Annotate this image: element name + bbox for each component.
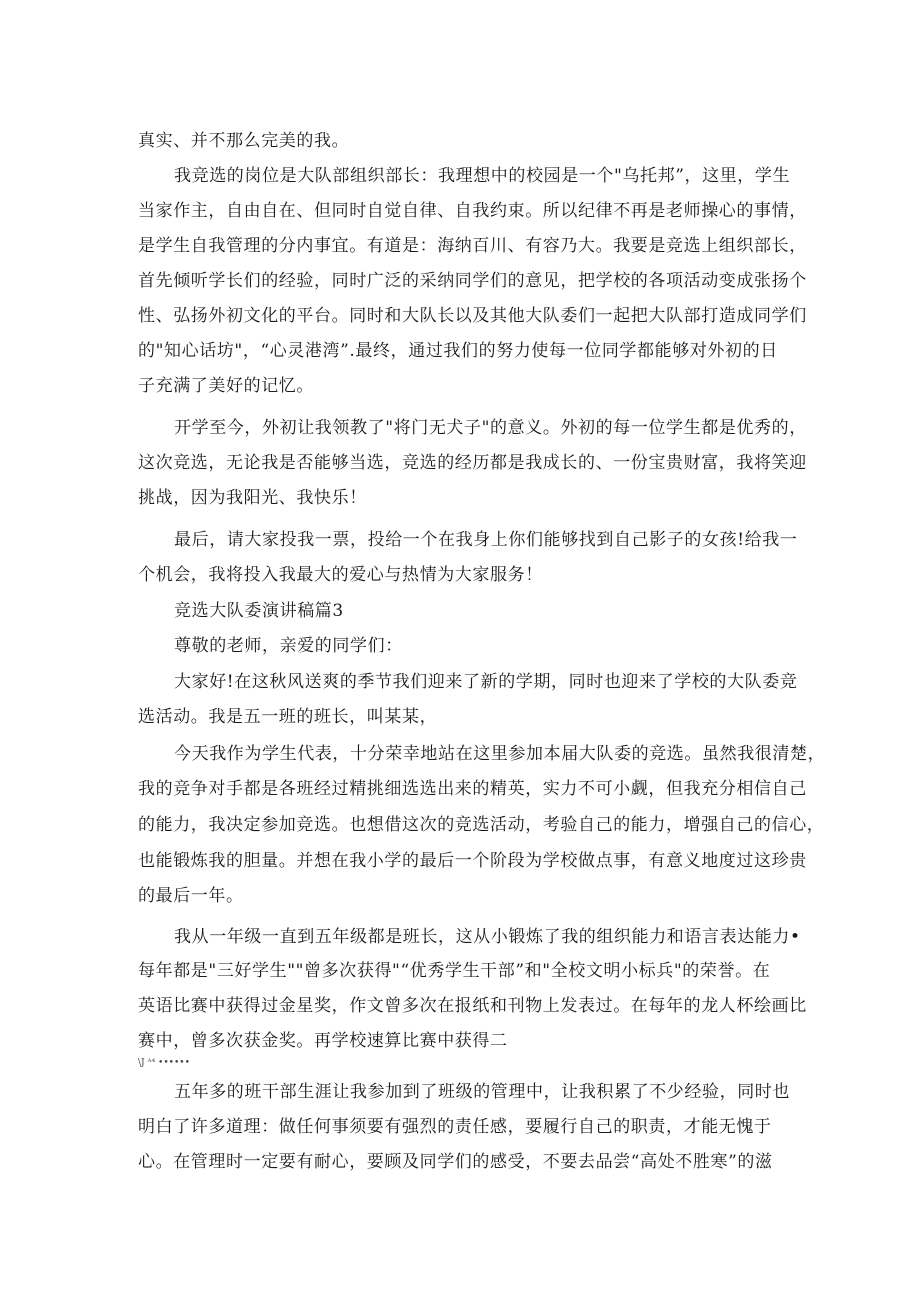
text-line: 心。在管理时一定要有耐心，要顾及同学们的感受，不要去品尝“高处不胜寒”的滋: [138, 1152, 773, 1172]
text-line: 我的竞争对手都是各班经过精挑细选选出来的精英，实力不可小觑，但我充分相信自己: [138, 779, 807, 799]
text-line: 也能锻炼我的胆量。并想在我小学的最后一个阶段为学校做点事，有意义地度过这珍贵: [138, 851, 807, 871]
text-line: 性、弘扬外初文化的平台。同时和大队长以及其他大队委们一起把大队部打造成同学们: [138, 306, 807, 326]
text-line: 我竞选的岗位是大队部组织部长：我理想中的校园是一个"乌托邦”，这里，学生: [174, 166, 791, 186]
text-line: 大家好!在这秋风送爽的季节我们迎来了新的学期，同时也迎来了学校的大队委竞: [174, 672, 798, 692]
text-line: 的能力，我决定参加竞选。也想借这次的竞选活动，考验自己的能力，增强自己的信心，: [138, 815, 825, 835]
text-line: 我从一年级一直到五年级都是班长，这从小锻炼了我的组织能力和语言表达能力•: [174, 927, 801, 947]
text-line: 五年多的班干部生涯让我参加到了班级的管理中，让我积累了不少经验，同时也: [174, 1082, 790, 1102]
text-line: 明白了许多道理：做任何事须要有强烈的责任感，要履行自己的职责，才能无愧于: [138, 1117, 772, 1137]
text-line: 挑战，因为我阳光、我快乐！: [138, 488, 367, 508]
text-line: 真实、并不那么完美的我。: [138, 131, 350, 151]
text-line: 当家作主，自由自在、但同时自觉自律、自我约束。所以纪律不再是老师操心的事情，: [138, 201, 807, 221]
text-line: 今天我作为学生代表，十分荣幸地站在这里参加本届大队委的竞选。虽然我很清楚，: [174, 744, 826, 764]
text-line: 个机会，我将投入我最大的爱心与热情为大家服务！: [138, 565, 543, 585]
section-heading: 竞选大队委演讲稿篇3: [174, 601, 344, 621]
text-line: 首先倾听学长们的经验，同时广泛的采纳同学们的意见，把学校的各项活动变成张扬个: [138, 271, 807, 291]
text-line: 每年都是"三好学生""曾多次获得"“优秀学生干部”和"全校文明小标兵"的荣誉。在: [138, 961, 771, 981]
text-line: 英语比赛中获得过金星奖，作文曾多次在报纸和刊物上发表过。在每年的龙人杯绘画比: [138, 996, 807, 1016]
text-line: 的最后一年。: [138, 886, 244, 906]
text-line: 是学生自我管理的分内事宜。有道是：海纳百川、有容乃大。我要是竞选上组织部长，: [138, 236, 807, 256]
text-line: 这次竞选，无论我是否能够当选，竞选的经历都是我成长的、一份宝贵财富，我将笑迎: [138, 453, 807, 473]
text-line: 开学至今，外初让我领教了"将门无犬子"的意义。外初的每一位学生都是优秀的，: [174, 418, 807, 438]
text-line: 赛中，曾多次获金奖。再学校速算比赛中获得二: [138, 1031, 508, 1051]
text-line: 的"知心话坊"，“心灵港湾”.最终，通过我们的努力使每一位同学都能够对外初的日: [138, 341, 778, 361]
text-line: 子充满了美好的记忆。: [138, 376, 314, 396]
garbled-text-fragment: \J ᴬ⁴ ••••••: [138, 1058, 190, 1068]
text-line: 最后，请大家投我一票，投给一个在我身上你们能够找到自己影子的女孩!给我一: [174, 530, 798, 550]
text-line: 选活动。我是五一班的班长，叫某某，: [138, 707, 438, 727]
text-line: 尊敬的老师，亲爱的同学们：: [174, 636, 403, 656]
